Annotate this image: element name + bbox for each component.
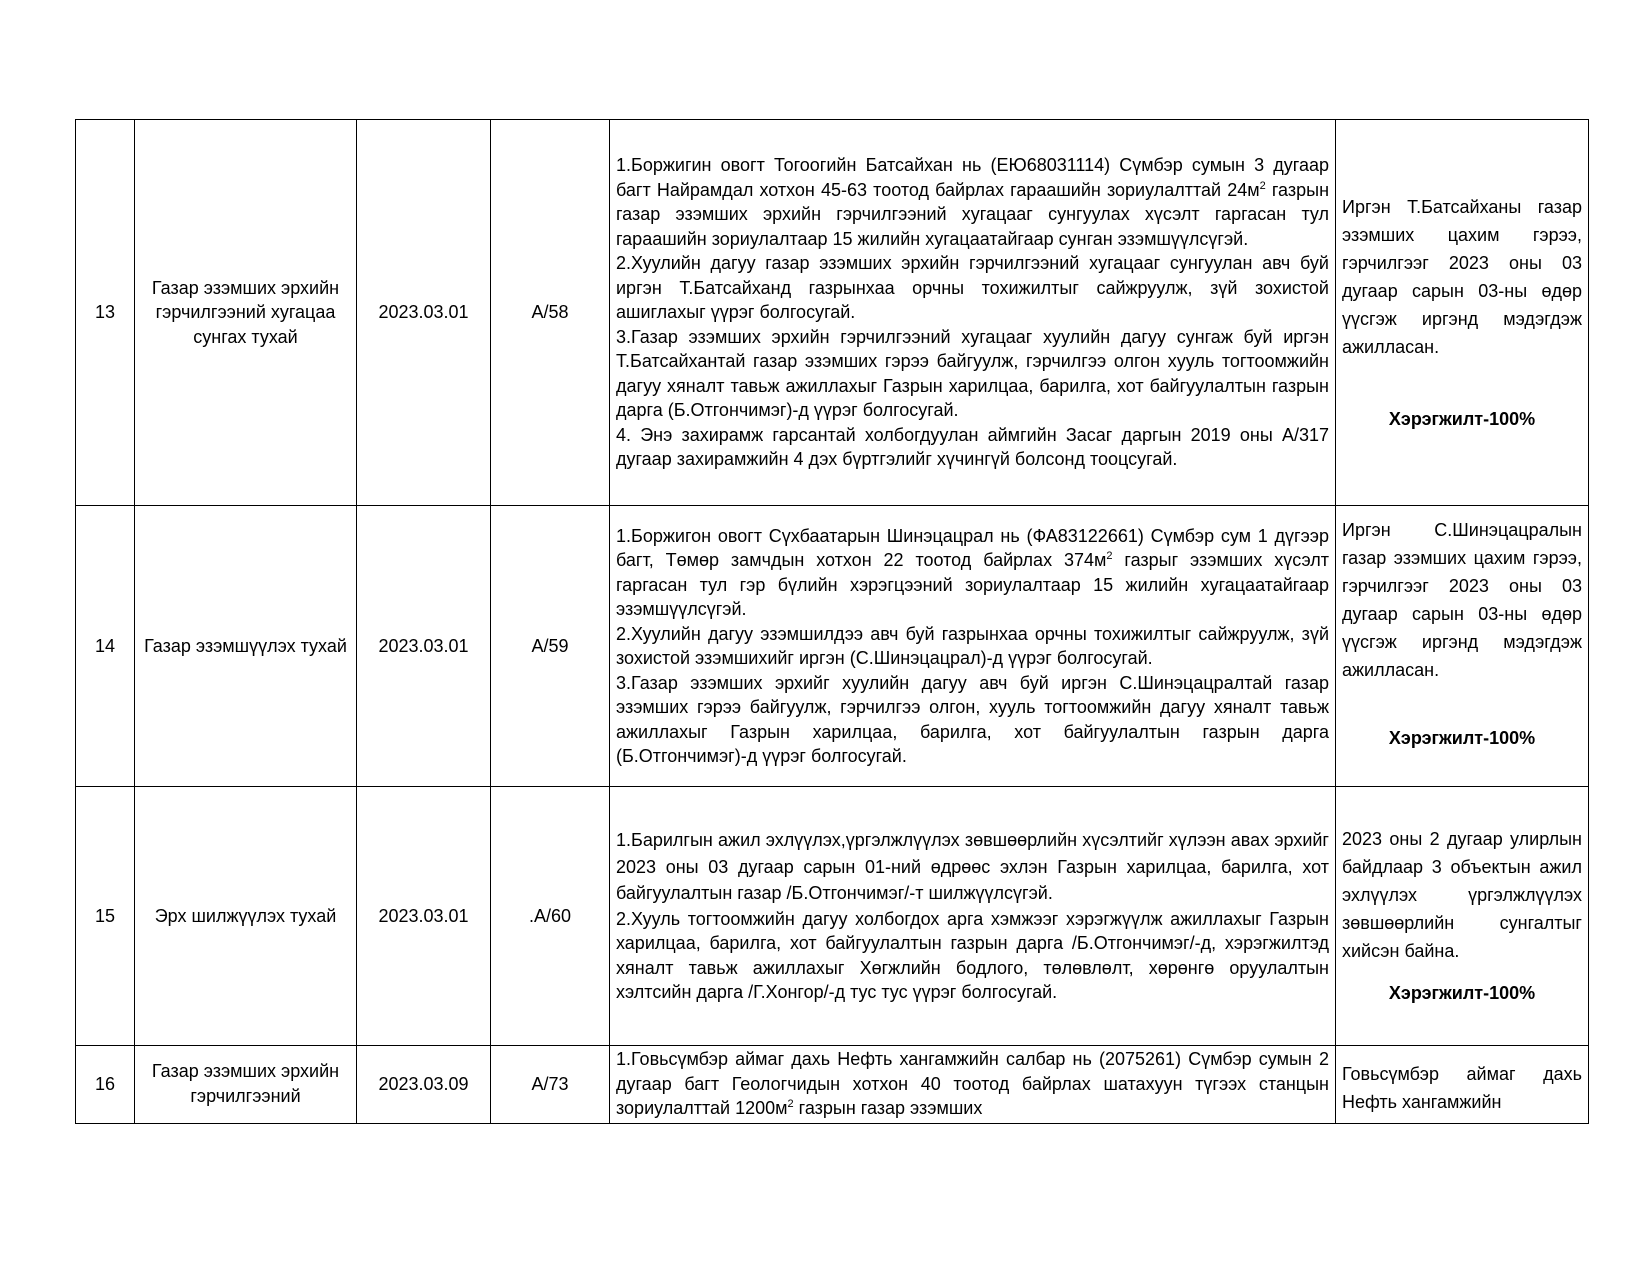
result-text: Иргэн С.Шинэцацралын газар эзэмших цахим гэрээ, гэрчилгээг 2023 оны 03 дугаар сарын 03-ны өдөр үүсгэж иргэнд мэдэгдэж ажилласан.: [1342, 520, 1582, 680]
row-number: 16: [76, 1046, 135, 1124]
decree-title: Газар эзэмших эрхийн гэрчилгээний: [135, 1046, 357, 1124]
decree-paragraph: 3.Газар эзэмших эрхийг хуулийн дагуу авч буй иргэн С.Шинэцацралтай газар эзэмших гэрээ байгуулж, гэрчилгээ олгон, хууль тогтоомжийн дагуу хяналт тавьж ажиллахыг Газрын харилцаа, барилга, хот байгуулалтын газрын дарга (Б.Отгончимэг)-д үүрэг болгосугай.: [616, 672, 1329, 766]
decree-title: Газар эзэмшүүлэх тухай: [135, 506, 357, 787]
row-number: 13: [76, 120, 135, 506]
status-label: Хэрэгжилт-100%: [1388, 983, 1536, 1003]
decree-date: 2023.03.01: [357, 506, 491, 787]
implementation-result: [1336, 120, 1589, 506]
result-text: Иргэн Т.Батсайханы газар эзэмших цахим гэрээ, гэрчилгээг 2023 оны 03 дугаар сарын 03-ны өдөр үүсгэж иргэнд мэдэгдэж ажилласан.: [1342, 196, 1582, 357]
table-row: [76, 506, 1589, 787]
decree-code: А/73: [491, 1046, 610, 1124]
status-label: Хэрэгжилт-100%: [1388, 408, 1536, 429]
implementation-result: [1336, 1046, 1589, 1124]
decree-date: 2023.03.09: [357, 1046, 491, 1124]
decree-date: 2023.03.01: [357, 787, 491, 1046]
decree-code: А/58: [491, 120, 610, 506]
decree-table: [75, 119, 1589, 1124]
decree-paragraph: 4. Энэ захирамж гарсантай холбогдуулан аймгийн Засаг даргын 2019 оны А/317 дугаар захирамжийн 4 дэх бүртгэлийг хүчингүй болсонд тооцсугай.: [616, 424, 1329, 470]
row-number: 14: [76, 506, 135, 787]
decree-paragraph: 2.Хууль тогтоомжийн дагуу холбогдох арга хэмжээг хэрэгжүүлж ажиллахыг Газрын харилцаа, барилга, хот байгуулалтын газрын дарга /Б.Отгончимэг/-д, хэрэгжилтэд хяналт тавьж ажиллахыг Хөгжлийн бодлого, төлөвлөлт, хөрөнгө оруулалтын хэлтсийн дарга /Г.Хонгор/-д тус тус үүрэг болгосугай.: [616, 908, 1329, 1003]
decree-body: [610, 120, 1336, 506]
implementation-result: [1336, 506, 1589, 787]
decree-paragraph: 1.Боржигон овогт Сүхбаатарын Шинэцацрал нь (ФА83122661) Сүмбэр сум 1 дүгээр багт, Төмөр замчдын хотхон 22 тоотод байрлах $374м^2$ газрыг эзэмших хүсэлт гаргасан тул гэр бүлийн хэрэгцээний зориулалтаар 15 жилийн хугацаатайгаар эзэмшүүлсүгэй.: [616, 525, 1329, 619]
decree-date: 2023.03.01: [357, 120, 491, 506]
decree-body: [610, 787, 1336, 1046]
table-row: [76, 787, 1589, 1046]
decree-paragraph: 1.Боржигин овогт Тогоогийн Батсайхан нь (ЕЮ68031114) Сүмбэр сумын 3 дугаар багт Найрамдал хотхон 45-63 тоотод байрлах гараашийн зориулалттай $24м^2$ газрын газар эзэмших эрхийн гэрчилгээний хугацааг сунгуулах хүсэлт гаргасан тул гараашийн зориулалтаар 15 жилийн хугацаатайгаар сунган эзэмшүүлсүгэй.: [616, 155, 1330, 249]
implementation-result: [1336, 787, 1589, 1046]
table-row: [76, 1046, 1589, 1124]
decree-paragraph: 1.Барилгын ажил эхлүүлэх,үргэлжлүүлэх зөвшөөрлийн хүсэлтийг хүлээн авах эрхийг 2023 оны 03 дугаар сарын 01-ний өдрөөс эхлэн Газрын харилцаа, барилга, хот байгуулалтын газар /Б.Отгончимэг/-т шилжүүлсүгэй.: [616, 830, 1329, 904]
decree-title: Газар эзэмших эрхийн гэрчилгээний хугацаа сунгах тухай: [135, 120, 357, 506]
result-text: Говьсүмбэр аймаг дахь Нефть хангамжийн: [1342, 1064, 1582, 1113]
decree-title: Эрх шилжүүлэх тухай: [135, 787, 357, 1046]
decree-code: .А/60: [491, 787, 610, 1046]
decree-code: А/59: [491, 506, 610, 787]
decree-paragraph: 1.Говьсүмбэр аймаг дахь Нефть хангамжийн салбар нь (2075261) Сүмбэр сумын 2 дугаар багт Геологчидын хотхон 40 тоотод байрлах шатахуун түгээх станцын зориулалттай $1200м^2$ газрын газар эзэмших: [616, 1049, 1329, 1118]
decree-body: [610, 1046, 1336, 1124]
row-number: 15: [76, 787, 135, 1046]
decree-body: [610, 506, 1336, 787]
decree-paragraph: 2.Хуулийн дагуу газар эзэмших эрхийн гэрчилгээний хугацааг сунгуулан авч буй иргэн Т.Батсайханд газрынхаа орчны тохижилтыг сайжруулж, зүй зохистой ашиглахыг үүрэг болгосугай.: [616, 253, 1329, 323]
result-text: 2023 оны 2 дугаар улирлын байдлаар 3 объектын ажил эхлүүлэх үргэлжлүүлэх зөвшөөрлийн сунгалтыг хийсэн байна.: [1342, 829, 1582, 961]
table-row: [76, 120, 1589, 506]
decree-paragraph: 2.Хуулийн дагуу эзэмшилдээ авч буй газрынхаа орчны тохижилтыг сайжруулж, зүй зохистой эзэмшихийг иргэн (С.Шинэцацрал)-д үүрэг болгосугай.: [616, 623, 1329, 668]
decree-paragraph: 3.Газар эзэмших эрхийн гэрчилгээний хугацааг хуулийн дагуу сунгаж буй иргэн Т.Батсайхантай газар эзэмших гэрээ байгуулж, гэрчилгээ олгон хууль тогтоомжийн дагуу хяналт тавьж ажиллахыг Газрын харилцаа, барилга, хот байгуулалтын газрын дарга (Б.Отгончимэг)-д үүрэг болгосугай.: [616, 326, 1329, 421]
status-label: Хэрэгжилт-100%: [1388, 728, 1536, 748]
